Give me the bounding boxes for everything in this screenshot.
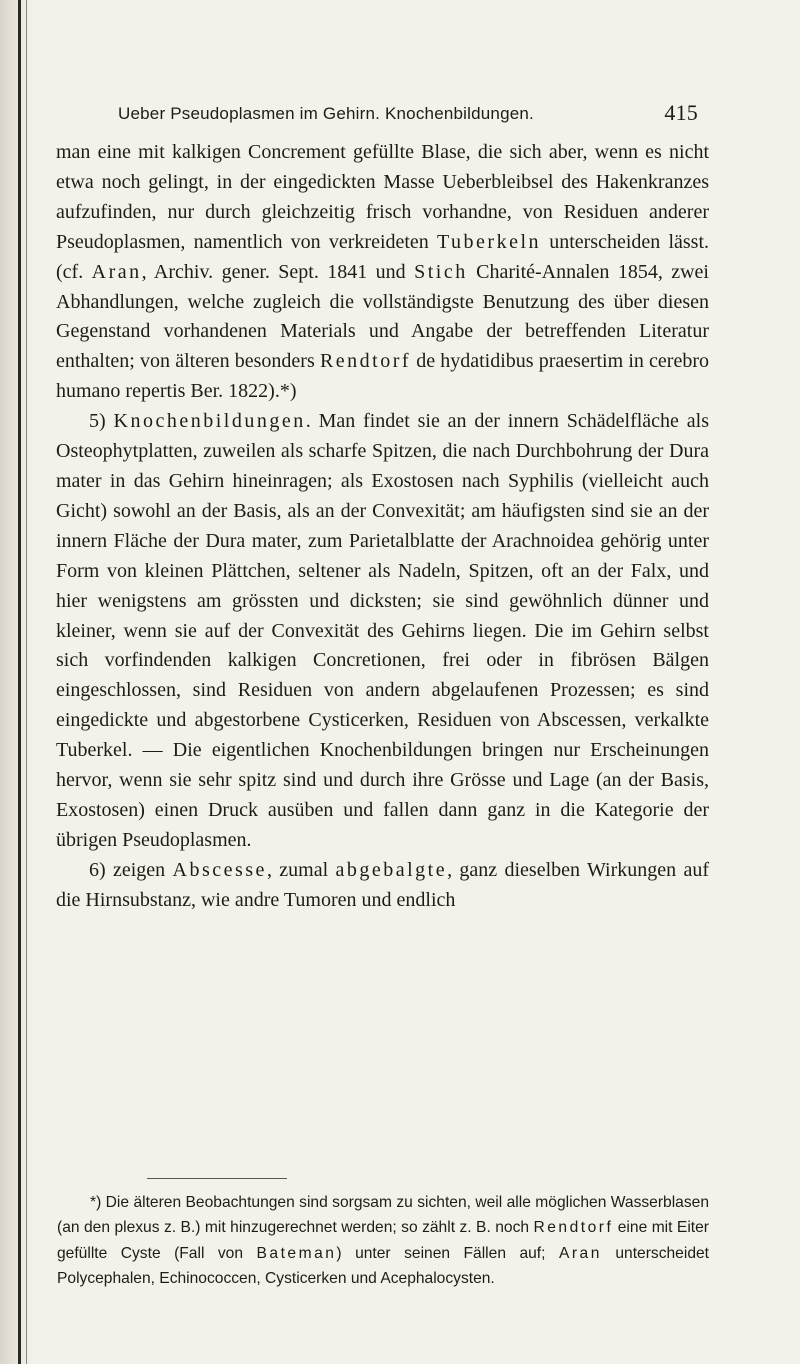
text-segment: unterscheiden lässt. (cf. [56, 230, 710, 283]
running-title: Ueber Pseudoplasmen im Gehirn. Knochenbildungen. [118, 104, 534, 123]
spaced-name: Aran [558, 1244, 602, 1262]
text-segment: man eine mit kalkigen Concrement gefüllte Blase, die sich aber, wenn es nicht etwa noch gelingt, in der eingedickten Masse Ueberbleibsel des Hakenkranzes aufzufinden, nur durch gleichzeitig frisch vorhandne, von Residuen anderer Pseudoplasmen, namentlich von verkreideten [56, 141, 709, 253]
main-text [56, 138, 709, 916]
book-binding-shadow [0, 0, 34, 1364]
page-header [118, 100, 698, 125]
text-segment: Charité-Annalen 1854, zwei Abhandlungen, welche zugleich die vollständigste Benutzung des über diesen Gegenstand vorhandenen Materials und Angabe der betreffenden Literatur enthalten; von älteren besonders [56, 260, 709, 373]
text-segment: eine mit Eiter gefüllte Cyste (Fall von [57, 1219, 709, 1262]
paragraph [56, 138, 709, 407]
spaced-name: Rendtorf [319, 350, 412, 373]
footnote-rule [147, 1178, 287, 1179]
binding-edge [18, 0, 21, 1364]
text-segment: ) unter seinen Fällen auf; [336, 1244, 559, 1262]
text-segment: , zumal [266, 858, 336, 881]
spaced-name: Aran [91, 260, 142, 283]
spaced-name: Rendtorf [533, 1219, 614, 1237]
footnote [57, 1190, 709, 1291]
text-segment: 5) [89, 410, 114, 433]
text-segment: *) Die älteren Beobachtungen sind sorgsam zu sichten, weil alle möglichen Wasserblasen (an den plexus z. B.) mit hinzugerechnet werden; so zählt z. B. noch [57, 1194, 709, 1237]
binding-edge-line [26, 0, 27, 1364]
text-segment: unterscheidet Polycephalen, Echinococcen, Cysticerken und Acephalocysten. [57, 1244, 709, 1287]
footnote-text [57, 1190, 709, 1291]
spaced-name: Stich [414, 260, 468, 283]
page-number: 415 [664, 100, 698, 125]
text-segment: , ganz dieselben Wirkungen auf die Hirnsubstanz, wie andre Tumoren und endlich [56, 858, 709, 911]
paragraph [56, 407, 709, 856]
text-segment: de hydatidibus praesertim in cerebro humano repertis Ber. 1822).*) [56, 350, 710, 403]
section-heading: Knochenbildungen [113, 410, 306, 433]
spaced-name: Bateman [256, 1244, 337, 1262]
spaced-name: Tuberkeln [437, 230, 541, 253]
text-segment: 6) zeigen [89, 858, 173, 881]
text-segment: . Man findet sie an der innern Schädelfläche als Osteophytplatten, zuweilen als scharfe Spitzen, die nach Durchbohrung der Dura mater in das Gehirn hineinragen; als Exostosen nach Syphilis (vielleicht auch Gicht) sowohl an der Basis, als an der Convexität; am häufigsten sind sie an der innern Fläche der Dura mater, zum Parietalblatte der Arachnoidea gehörig unter Form von kleinen Plättchen, seltener als Nadeln, Spitzen, oft an der Falx, und hier wenigstens am grössten und dicksten; sie sind gewöhnlich dünner und kleiner, wenn sie auf der Convexität des Gehirns liegen. Die im Gehirn selbst sich vorfindenden kalkigen Concretionen, frei oder in fibrösen Bälgen eingeschlossen, sind Residuen von andern abgelaufenen Prozessen; es sind eingedickte und abgestorbene Cysticerken, Residuen von Abscessen, verkalkte Tuberkel. — Die eigentlichen Knochenbildungen bringen nur Erscheinungen hervor, wenn sie sehr spitz sind und durch ihre Grösse und Lage (an der Basis, Exostosen) einen Druck ausüben und fallen dann ganz in die Kategorie der übrigen Pseudoplasmen. [56, 410, 709, 851]
spaced-term: abgebalgte [335, 858, 448, 881]
paragraph [56, 856, 709, 916]
text-segment: , Archiv. gener. Sept. 1841 und [141, 260, 415, 283]
section-heading: Abscesse [172, 858, 267, 881]
